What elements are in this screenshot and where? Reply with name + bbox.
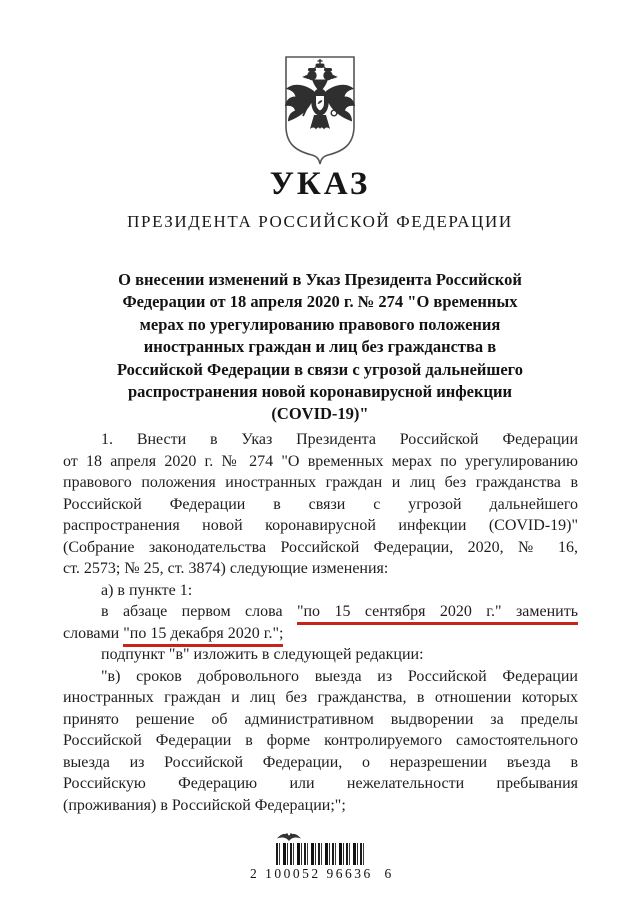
- text-line: Российской Федерации в форме контролируемого самостоятельного: [63, 732, 578, 749]
- text-line: (Собрание законодательства Российской Федерации, 2020, № 16,: [63, 538, 578, 556]
- amendment-line-1: [63, 601, 578, 623]
- document-issuer-title: ПРЕЗИДЕНТА РОССИЙСКОЙ ФЕДЕРАЦИИ: [127, 212, 513, 231]
- text-line: Российскую Федерацию или нежелательности пребывания: [63, 775, 578, 792]
- decree-heading: [78, 269, 562, 426]
- russian-coat-of-arms-icon: [278, 54, 362, 171]
- text-line: "в) сроков добровольного выезда из Российской Федерации: [101, 667, 578, 685]
- text-line: от 18 апреля 2020 г. № 274 "О временных мерах по урегулированию: [63, 452, 578, 470]
- paragraph-amendment-intro: [63, 429, 578, 580]
- text-line: ст. 2573; № 25, ст. 3874) следующие изменения:: [63, 560, 389, 577]
- paragraph-subitem-v-intro: подпункт "в" изложить в следующей редакции:: [101, 646, 424, 663]
- text-line: выезда из Российской Федерации, о неразрешении въезда в: [63, 753, 578, 771]
- text-line: распространения новой коронавирусной инфекции (COVID-19)": [63, 517, 578, 534]
- text-line: принято решение об административном выдворении за пределы: [63, 710, 578, 728]
- amendment-old-date-underlined: "по 15 сентября 2020 г." заменить: [297, 603, 578, 625]
- amendment-line-2: [63, 623, 578, 645]
- text-line: иностранных граждан и лиц без гражданства в: [143, 337, 497, 357]
- text-line: Российской Федерации в связи с угрозой дальнейшего: [116, 359, 523, 379]
- text-line: (COVID-19)": [271, 404, 369, 424]
- decree-body: [63, 429, 578, 816]
- amendment-new-date-underlined: "по 15 декабря 2020 г.";: [123, 625, 283, 647]
- text-line: иностранных граждан и лиц без гражданства, в отношении которых: [63, 689, 578, 706]
- paragraph-subitem-a: а) в пункте 1:: [101, 581, 193, 599]
- text-line: Российской Федерации в связи с угрозой дальнейшего: [63, 495, 578, 513]
- amendment-plain-text: словами: [63, 624, 124, 642]
- paragraph-date-replacement: [63, 601, 578, 644]
- document-type-title: УКАЗ: [269, 166, 371, 202]
- text-line: Федерации от 18 апреля 2020 г. № 274 "О временных: [122, 292, 518, 312]
- text-line: распространения новой коронавирусной инфекции: [128, 382, 512, 402]
- text-line: 1. Внести в Указ Президента Российской Федерации: [101, 431, 578, 448]
- barcode: [250, 831, 394, 882]
- text-line: мерах по урегулированию правового положения: [139, 314, 501, 334]
- amendment-plain-text: в абзаце первом слова: [101, 603, 297, 620]
- text-line: О внесении изменений в Указ Президента Российской: [118, 270, 522, 289]
- small-eagle-icon: [274, 831, 304, 842]
- text-line: правового положения иностранных граждан и лиц без гражданства в: [63, 474, 578, 491]
- barcode-bars: [276, 843, 364, 865]
- barcode-digits: 2 100052 96636 6: [250, 866, 394, 881]
- text-line: (проживания) в Российской Федерации;";: [63, 796, 346, 814]
- paragraph-subitem-v-text: [63, 666, 578, 817]
